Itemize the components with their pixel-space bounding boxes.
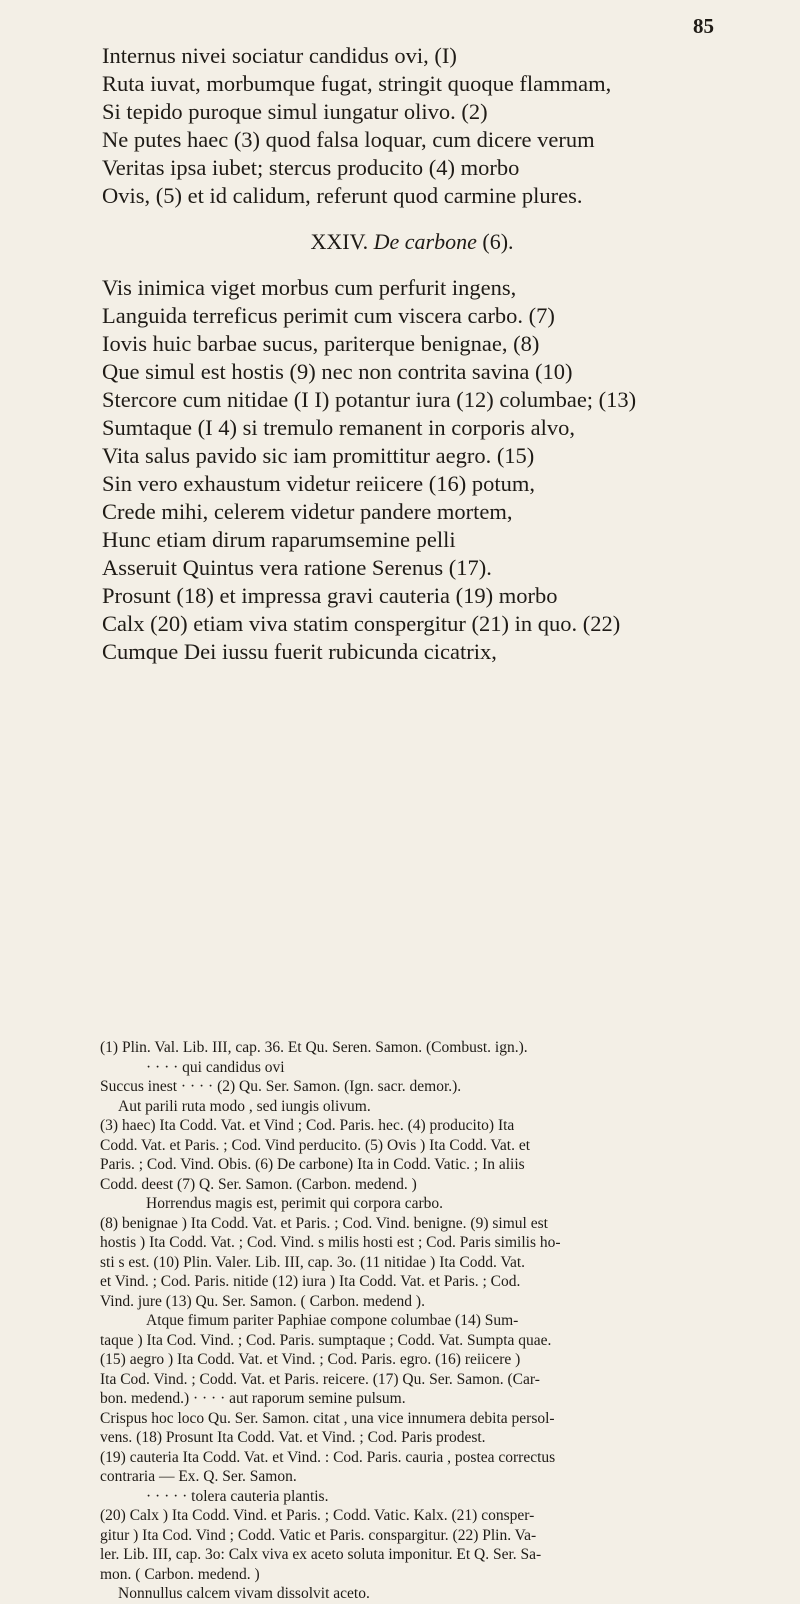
poem-line: Cumque Dei iussu fuerit rubicunda cicatrix, [102,639,497,664]
poem-line: Crede mihi, celerem videtur pandere mortem, [102,499,513,524]
section-title: De carbone [373,229,477,254]
poem-line: Vita salus pavido sic iam promittitur aegro. (15) [102,443,535,468]
poem-line: Vis inimica viget morbus cum perfurit ingens, [102,275,517,300]
poem-line: Si tepido puroque simul iungatur olivo. (2) [102,99,488,124]
footnote-line: ler. Lib. III, cap. 3o: Calx viva ex aceto soluta imponitur. Et Q. Ser. Sa- [100,1546,542,1563]
footnote-line: Atque fimum pariter Paphiae compone columbae (14) Sum- [146,1312,519,1329]
poem-line: Sin vero exhaustum videtur reiicere (16) potum, [102,471,536,496]
footnote-line: sti s est. (10) Plin. Valer. Lib. III, cap. 3o. (11 nitidae ) Ita Codd. Vat. [100,1253,526,1271]
footnote-line: Paris. ; Cod. Vind. Obis. (6) De carbone) Ita in Codd. Vatic. ; In aliis [100,1156,525,1173]
footnote-line: · · · · · tolera cauteria plantis. [146,1487,329,1505]
footnote-line: et Vind. ; Cod. Paris. nitide (12) iura ) Ita Codd. Vat. et Paris. ; Cod. [100,1273,521,1290]
footnote-line: Nonnullus calcem vivam dissolvit aceto. [118,1585,370,1602]
footnote-line: (20) Calx ) Ita Codd. Vind. et Paris. ; Codd. Vatic. Kalx. (21) consper- [100,1507,535,1524]
footnote-line: Codd. Vat. et Paris. ; Cod. Vind perducito. (5) Ovis ) Ita Codd. Vat. et [100,1136,531,1154]
footnote-line: Ita Cod. Vind. ; Codd. Vat. et Paris. reicere. (17) Qu. Ser. Samon. (Car- [100,1370,540,1388]
footnote-line: (3) haec) Ita Codd. Vat. et Vind ; Cod. Paris. hec. (4) producito) Ita [100,1117,515,1134]
section-number: XXIV. [310,229,369,254]
footnote-line: Aut parili ruta modo , sed iungis olivum. [118,1097,371,1115]
footnote-line: contraria — Ex. Q. Ser. Samon. [100,1468,297,1485]
footnote-line: Vind. jure (13) Qu. Ser. Samon. ( Carbon. medend ). [100,1292,425,1310]
poem-line: Sumtaque (I 4) si tremulo remanent in corporis alvo, [102,415,576,440]
poem-line: Calx (20) etiam viva statim conspergitur (21) in quo. (22) [102,611,621,636]
footnote-line: mon. ( Carbon. medend. ) [100,1565,260,1583]
footnote-line: bon. medend.) · · · · aut raporum semine pulsum. [100,1390,406,1407]
footnote-line: (19) cauteria Ita Codd. Vat. et Vind. : Cod. Paris. cauria , postea correctus [100,1448,556,1466]
poem-line: Internus nivei sociatur candidus ovi, (I) [102,43,457,68]
poem-line: Iovis huic barbae sucus, pariterque benignae, (8) [102,331,540,356]
page-number: 85 [693,14,714,38]
footnote-line: (15) aegro ) Ita Codd. Vat. et Vind. ; Cod. Paris. egro. (16) reiicere ) [100,1351,521,1368]
poem-line: Ruta iuvat, morbumque fugat, stringit quoque flammam, [102,71,612,96]
poem-text [102,42,742,666]
footnote-line: Codd. deest (7) Q. Ser. Samon. (Carbon. medend. ) [100,1175,417,1193]
poem-line: Ne putes haec (3) quod falsa loquar, cum dicere verum [102,127,595,152]
poem-line: Prosunt (18) et impressa gravi cauteria (19) morbo [102,583,558,608]
footnote-line: hostis ) Ita Codd. Vat. ; Cod. Vind. s milis hosti est ; Cod. Paris similis ho- [100,1234,561,1251]
footnote-line: · · · · qui candidus ovi [146,1058,285,1076]
section-note-ref: (6). [482,229,514,254]
poem-line: Hunc etiam dirum raparumsemine pelli [102,527,456,552]
footnote-line: Succus inest · · · · (2) Qu. Ser. Samon. (Ign. sacr. demor.). [100,1078,462,1095]
poem-line: Languida terreficus perimit cum viscera carbo. (7) [102,303,555,328]
footnote-line: taque ) Ita Cod. Vind. ; Cod. Paris. sumptaque ; Codd. Vat. Sumpta quae. [100,1331,552,1349]
poem-line: Stercore cum nitidae (I I) potantur iura (12) columbae; (13) [102,387,637,412]
poem-stanza-top [102,42,742,210]
footnotes [100,1038,746,1604]
poem-line: Que simul est hostis (9) nec non contrita savina (10) [102,359,573,384]
footnote-line: Crispus hoc loco Qu. Ser. Samon. citat , una vice innumera debita persol- [100,1409,555,1427]
footnote-line: (1) Plin. Val. Lib. III, cap. 36. Et Qu. Seren. Samon. (Combust. ign.). [100,1039,528,1056]
footnote-line: (8) benignae ) Ita Codd. Vat. et Paris. ; Cod. Vind. benigne. (9) simul est [100,1214,548,1232]
footnote-line: gitur ) Ita Cod. Vind ; Codd. Vatic et Paris. conspargitur. (22) Plin. Va- [100,1526,537,1544]
section-heading [102,228,742,256]
footnote-line: vens. (18) Prosunt Ita Codd. Vat. et Vind. ; Cod. Paris prodest. [100,1429,486,1446]
poem-stanza-bottom [102,274,742,666]
poem-line: Asseruit Quintus vera ratione Serenus (17). [102,555,492,580]
poem-line: Ovis, (5) et id calidum, referunt quod carmine plures. [102,183,583,208]
footnote-line: Horrendus magis est, perimit qui corpora carbo. [146,1195,443,1212]
poem-line: Veritas ipsa iubet; stercus producito (4) morbo [102,155,520,180]
